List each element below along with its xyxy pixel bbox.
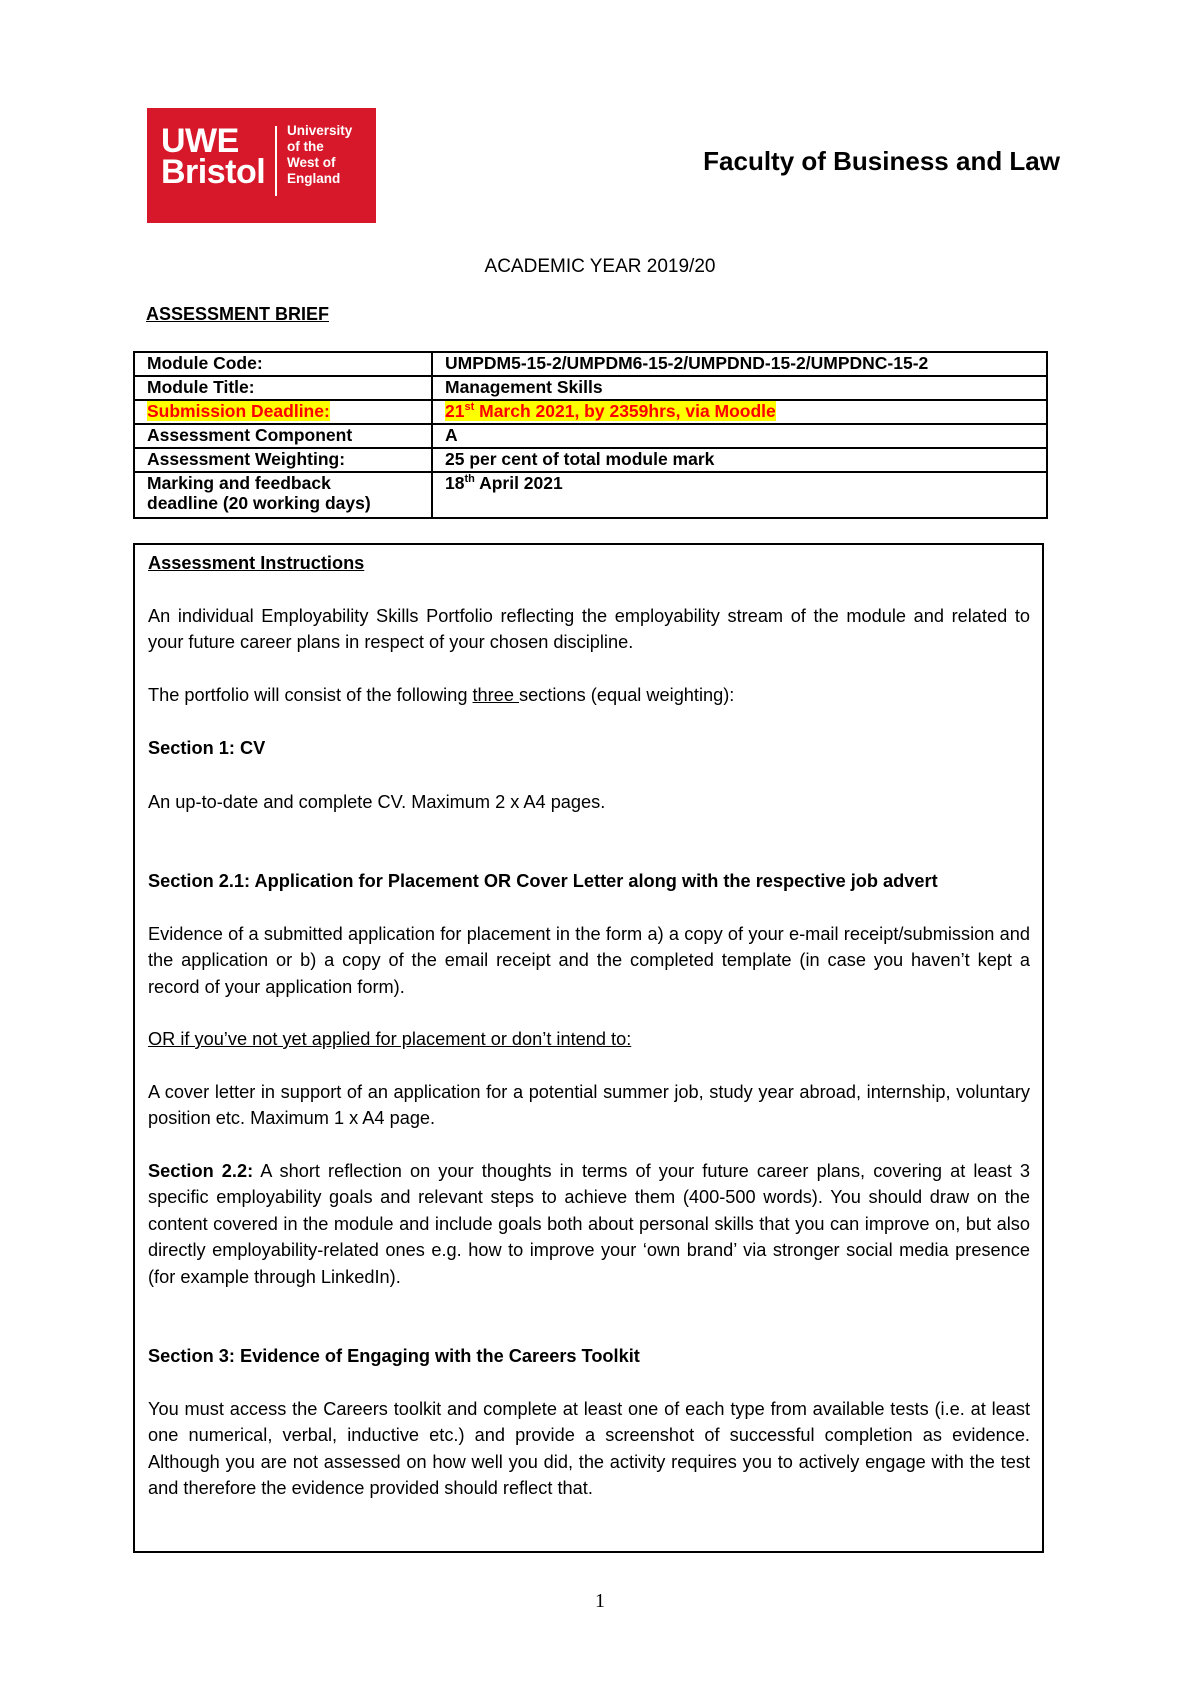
submission-deadline-value (432, 400, 1047, 424)
marking-deadline-label (134, 472, 432, 518)
marking-ordinal: th (464, 473, 475, 486)
weighting-label: Assessment Weighting: (134, 448, 432, 472)
faculty-title: Faculty of Business and Law (703, 146, 1060, 176)
table-row (134, 448, 1047, 472)
marking-label-line: Marking and feedback (147, 473, 331, 493)
logo-small-line: of the (287, 139, 324, 154)
deadline-label-text: Submission Deadline: (147, 401, 330, 421)
submission-deadline-label (134, 400, 432, 424)
section-2-1-or: OR if you’ve not yet applied for placement or don’t intend to: (148, 1029, 632, 1049)
portfolio-three: three (472, 684, 520, 705)
assessment-instructions-box (133, 543, 1044, 1553)
module-code-value: UMPDM5-15-2/UMPDM6-15-2/UMPDND-15-2/UMPDNC-15-2 (432, 352, 1047, 376)
section-2-2-paragraph (148, 1158, 1030, 1291)
deadline-ordinal: st (464, 401, 475, 414)
section-2-1-text: Evidence of a submitted application for placement in the form a) a copy of your e-mail receipt/submission and the application or b) a copy of the email receipt and the completed template (in case you haven’t kept a record of your application form). (148, 923, 1030, 997)
table-row (134, 472, 1047, 518)
component-value: A (432, 424, 1047, 448)
section-2-1-title: Section 2.1: Application for Placement OR Cover Letter along with the respective job advert (148, 871, 938, 891)
marking-deadline-value (432, 472, 1047, 518)
section-2-2-text: A short reflection on your thoughts in terms of your future career plans, covering at least 3 specific employability goals and relevant steps to achieve them (400-500 words). You should draw on the content covered in the module and include goals both about personal skills that you can improve on, but also directly employability-related ones e.g. how to improve your ‘own brand’ via stronger social media presence (for example through LinkedIn). (148, 1160, 1030, 1287)
marking-label-line: deadline (20 working days) (147, 493, 371, 513)
section-2-2-title: Section 2.2: (148, 1160, 254, 1181)
section-2-1-cover: A cover letter in support of an application for a potential summer job, study year abroad, internship, voluntary position etc. Maximum 1 x A4 page. (148, 1081, 1030, 1128)
intro-paragraph: An individual Employability Skills Portfolio reflecting the employability stream of the module and related to your future career plans in respect of your chosen discipline. (148, 605, 1030, 652)
uwe-bristol-logo (147, 108, 376, 223)
section-3-title: Section 3: Evidence of Engaging with the Careers Toolkit (148, 1346, 640, 1366)
module-title-value: Management Skills (432, 376, 1047, 400)
module-info-table (133, 351, 1048, 519)
logo-university-text (287, 123, 352, 187)
portfolio-text: The portfolio will consist of the following (148, 684, 473, 705)
instructions-heading: Assessment Instructions (148, 553, 365, 573)
table-row (134, 376, 1047, 400)
assessment-brief-heading: ASSESSMENT BRIEF (146, 304, 330, 324)
section-3-text: You must access the Careers toolkit and complete at least one of each type from available tests (i.e. at least one numerical, verbal, inductive etc.) and provide a screenshot of successful completion as evidence. Although you are not assessed on how well you did, the activity requires you to actively engage with the test and therefore the evidence provided should reflect that. (148, 1398, 1030, 1498)
academic-year: ACADEMIC YEAR 2019/20 (484, 256, 716, 277)
table-row (134, 352, 1047, 376)
page-number: 1 (595, 1590, 605, 1612)
table-row (134, 424, 1047, 448)
deadline-day: 21 (445, 401, 465, 421)
logo-small-line: England (287, 171, 341, 186)
section-1-title: Section 1: CV (148, 738, 266, 758)
logo-uwe: UWE (161, 122, 239, 160)
portfolio-paragraph (148, 682, 1030, 709)
logo-small-line: West of (287, 155, 336, 170)
logo-small-line: University (287, 123, 353, 138)
marking-day: 18 (445, 473, 465, 493)
logo-divider (275, 126, 277, 196)
module-title-label: Module Title: (134, 376, 432, 400)
marking-rest: April 2021 (474, 473, 563, 493)
portfolio-text: sections (equal weighting): (519, 684, 735, 705)
section-1-text: An up-to-date and complete CV. Maximum 2 x A4 pages. (148, 791, 606, 812)
logo-bristol: Bristol (161, 153, 266, 191)
component-label: Assessment Component (134, 424, 432, 448)
table-row (134, 400, 1047, 424)
module-code-label: Module Code: (134, 352, 432, 376)
deadline-rest: March 2021, by 2359hrs, via Moodle (474, 401, 776, 421)
weighting-value: 25 per cent of total module mark (432, 448, 1047, 472)
